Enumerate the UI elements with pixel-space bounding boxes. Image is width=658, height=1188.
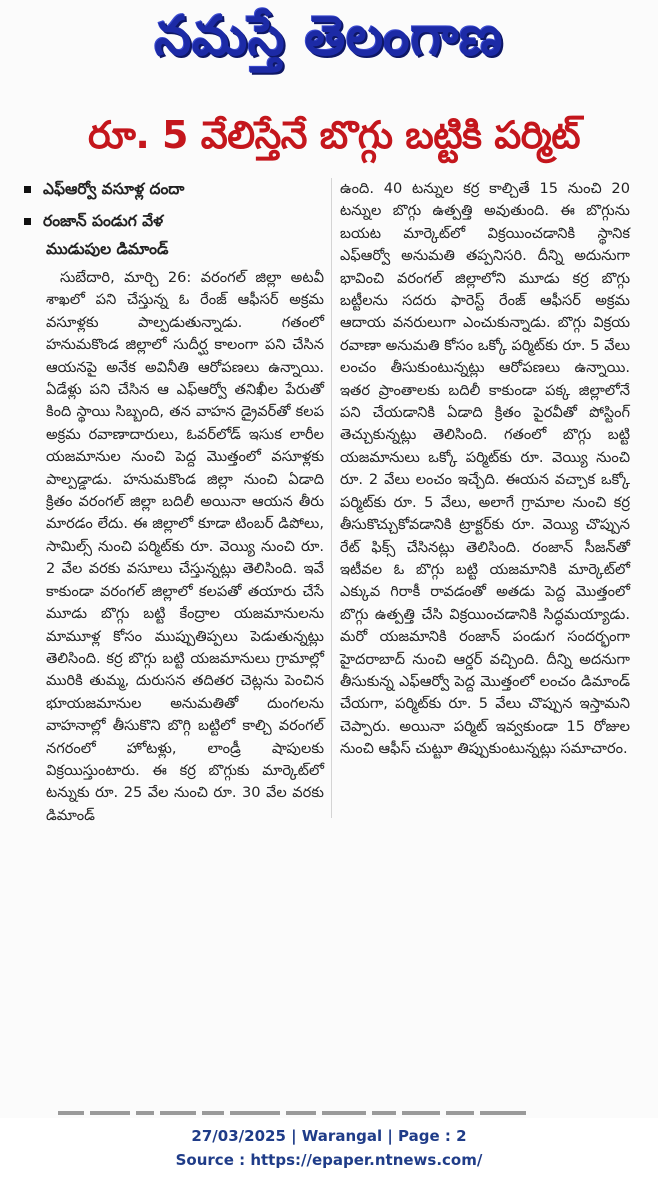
article-body-left: సుబేదారి, మార్చి 26: వరంగల్ జిల్లా అటవీ శాఖలో పని చేస్తున్న ఓ రేంజ్ ఆఫీసర్ అక్రమ వసూళ్లకు పాల్పడుతున్నాడు. గతంలో హనుమకొండ జిల్లాలో సుదీర్ఘ కాలంగా పని చేసిన ఆయనపై అనేక అవినీతి ఆరోపణలు ఉన్నాయి. ఏడేళ్లు పని చేసిన ఆ ఎఫ్ఆర్వో తనిఖీల పేరుతో కింది స్థాయి సిబ్బంది, తన వాహన డ్రైవర్‌తో కలప అక్రమ రవాణాదారులు, ఓవర్‌లోడ్ ఇసుక లారీల యజమానుల నుంచి పెద్ద మొత్తంలో వసూళ్లకు పాల్పడ్డాడు. హనుమకొండ జిల్లా నుంచి ఏడాది క్రితం వరంగల్ జిల్లా బదిలీ అయినా ఆయన తీరు మారడం లేదు. ఈ జిల్లాలో కూడా టింబర్ డిపోలు, సామిల్స్ నుంచి పర్మిట్‌కు రూ. వెయ్యి నుంచి రూ. 2 వేల వరకు వసూలు చేస్తున్నట్లు తెలిసింది. ఇవే కాకుండా వరంగల్ జిల్లాలో కలపతో తయారు చేసే మూడు బొగ్గు బట్టి కేంద్రాల యజమానులను మామూళ్ల కోసం ముప్పుతిప్పలు పెడుతున్నట్లు తెలిసింది. కర్ర బొగ్గు బట్టి యజమానులు గ్రామాల్లో మురికి తుమ్మ, దురుసన తదితర చెట్లను పెంచిన భూయజమానుల అనుమతితో దుంగలను వాహనాల్లో తీసుకొని బొగ్గి బట్టిలో కాల్చి వరంగల్ నగరంలో హోటళ్లు, లాండ్రీ షాపులకు విక్రయిస్తుంటారు. ఈ కర్ర బొగ్గుకు మార్కెట్‌లో టన్నుకు రూ. 25 వేల నుంచి రూ. 30 వేల వరకు డిమాండ్ [46, 269, 324, 824]
bullet-square-icon [24, 218, 31, 225]
edition-info: 27/03/2025 | Warangal | Page : 2 [191, 1127, 467, 1145]
cut-text-edge [58, 1108, 618, 1118]
bullet-point [43, 210, 324, 233]
article-column-right [340, 178, 630, 761]
masthead [0, 6, 658, 80]
bullet-point [43, 178, 324, 201]
bullet-text: రంజాన్ పండుగ వేళ [43, 212, 164, 230]
headline: రూ. 5 వేలిస్తేనే బొగ్గు బట్టికి పర్మిట్ [87, 113, 581, 157]
source-link[interactable]: Source : https://epaper.ntnews.com/ [175, 1151, 483, 1169]
bullet-text-continuation: ముడుపుల డిమాండ్ [46, 240, 169, 258]
article-column-left [43, 178, 324, 827]
page-footer [0, 1124, 658, 1172]
bullet-text: ఎఫ్ఆర్వో వసూళ్ల దందా [43, 180, 185, 198]
column-divider [331, 178, 332, 818]
masthead-title: నమస్తే తెలంగాణ [154, 4, 504, 69]
bullet-square-icon [24, 186, 31, 193]
article-body-right: ఉంది. 40 టన్నుల కర్ర కాల్చితే 15 నుంచి 20 టన్నుల బొగ్గు ఉత్పత్తి అవుతుంది. ఈ బొగ్గును బయట మార్కెట్‌లో విక్రయించడానికి స్థానిక ఎఫ్ఆర్వో అనుమతి తప్పనిసరి. దీన్ని అదునుగా భావించి వరంగల్ జిల్లాలోని మూడు కర్ర బొగ్గు బట్టీలను సదరు ఫారెస్ట్ రేంజ్ ఆఫీసర్ అక్రమ ఆదాయ వనరులుగా ఎంచుకున్నాడు. బొగ్గు విక్రయ రవాణా అనుమతి కోసం ఒక్కో పర్మిట్‌కు రూ. 5 వేలు లంచం తీసుకుంటున్నట్లు ఆరోపణలు ఉన్నాయి. ఇతర ప్రాంతాలకు బదిలీ కాకుండా పక్క జిల్లాలోనే పని చేయడానికి ఏడాది క్రితం పైరవీతో పోస్టింగ్ తెచ్చుకున్నట్లు తెలిసింది. గతంలో బొగ్గు బట్టి యజమానులు ఒక్కో పర్మిట్‌కు రూ. వెయ్యి నుంచి రూ. 2 వేలు లంచం ఇచ్చేది. ఈయన వచ్చాక ఒక్కో పర్మిట్‌కు రూ. 5 వేలు, అలాగే గ్రామాల నుంచి కర్ర తీసుకొచ్చుకోవడానికి ట్రాక్టర్‌కు రూ. వెయ్యి చొప్పున రేట్ ఫిక్స్ చేసినట్లు తెలిసింది. రంజాన్ సీజన్‌తో ఇటీవల ఓ బొగ్గు బట్టి యజమానికి మార్కెట్‌లో ఎక్కువ గిరాకీ రావడంతో అతడు పెద్ద మొత్తంలో బొగ్గు ఉత్పత్తి చేసి విక్రయించడానికి సిద్ధమయ్యాడు. మరో యజమానికి రంజాన్ పండుగ సందర్భంగా హైదరాబాద్ నుంచి ఆర్డర్ వచ్చింది. దీన్ని అదనుగా తీసుకున్న ఎఫ్ఆర్వో పెద్ద మొత్తంలో లంచం డిమాండ్ చేయగా, పర్మిట్‌కు రూ. 5 వేలు చొప్పున ఇస్తామని చెప్పారు. అయినా పర్మిట్ ఇవ్వకుండా 15 రోజుల నుంచి ఆఫీస్ చుట్టూ తిప్పుకుంటున్నట్లు సమాచారం. [340, 180, 630, 758]
